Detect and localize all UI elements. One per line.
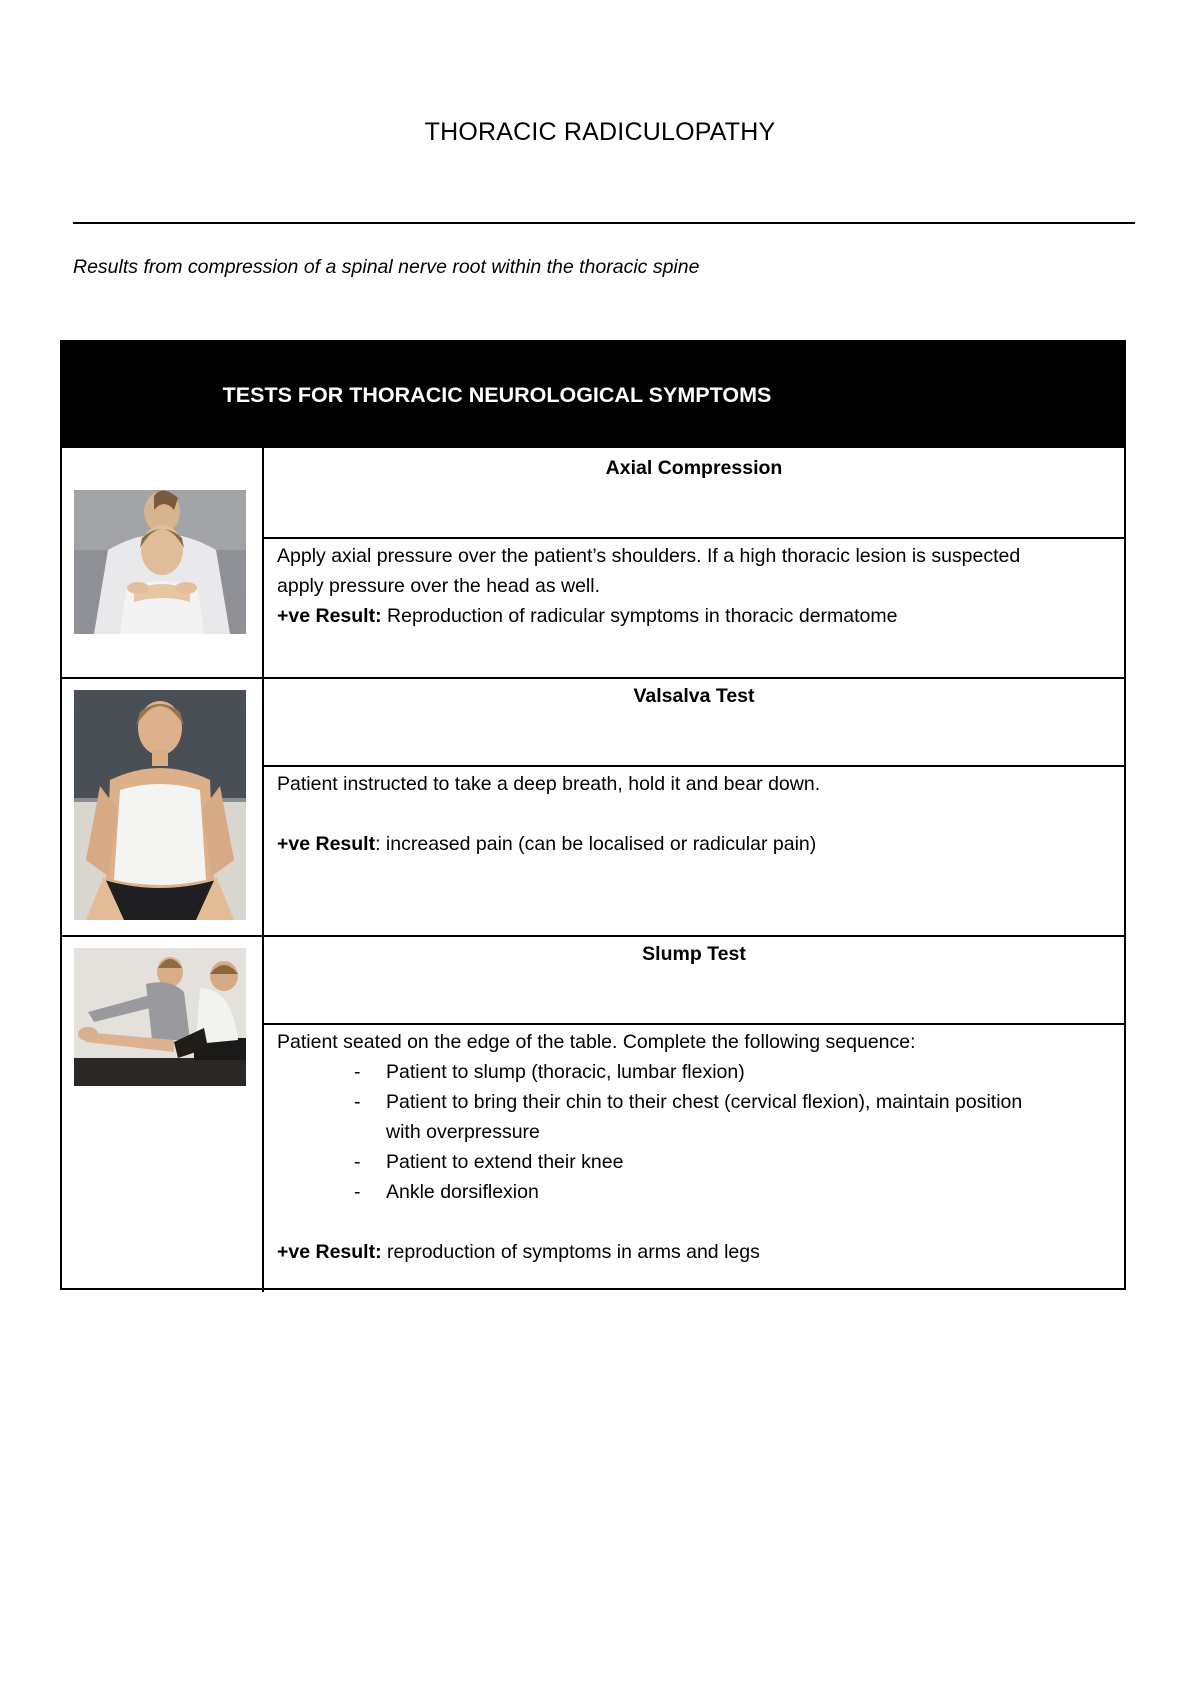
slump-test-photo [74,948,246,1086]
row-divider [262,537,1124,539]
result-line [277,1237,1034,1267]
list-item: - Ankle dorsiflexion [354,1177,1034,1207]
result-label: +ve Result: [277,1241,382,1263]
valsalva-photo [74,690,246,920]
description-text: Apply axial pressure over the patient’s shoulders. If a high thoracic lesion is suspected apply pressure over the head as well. [277,545,1021,597]
description-text: Patient seated on the edge of the table. Complete the following sequence: [277,1031,916,1053]
axial-compression-photo [74,490,246,634]
page-subtitle: Results from compression of a spinal nerve root within the thoracic spine [73,256,700,278]
row-divider [62,935,1124,937]
valsalva-description [277,769,1034,859]
title-divider [73,222,1135,224]
list-item: - Patient to extend their knee [354,1147,1034,1177]
column-divider [262,448,264,1292]
result-line [277,829,1034,859]
table-header [62,342,1124,448]
tests-table [60,340,1126,1290]
result-text: Reproduction of radicular symptoms in thoracic dermatome [381,605,898,627]
row-divider [62,677,1124,679]
list-item: - Patient to bring their chin to their chest (cervical flexion), maintain position with overpressure [354,1087,1034,1147]
result-label: +ve Result: [277,605,382,627]
test-name-slump-test: Slump Test [642,943,746,965]
list-item: - Patient to slump (thoracic, lumbar flexion) [354,1057,1034,1087]
test-name-valsalva: Valsalva Test [633,685,755,707]
table-header-label: TESTS FOR THORACIC NEUROLOGICAL SYMPTOMS [222,382,772,407]
description-text: Patient instructed to take a deep breath, hold it and bear down. [277,773,821,795]
row-divider [262,765,1124,767]
result-label: +ve Result [277,833,376,855]
page-title: THORACIC RADICULOPATHY [424,118,776,146]
result-text: : increased pain (can be localised or radicular pain) [375,833,817,855]
slump-test-description [277,1027,1034,1267]
row-divider [262,1023,1124,1025]
result-text: reproduction of symptoms in arms and legs [381,1241,760,1263]
result-line [277,601,1034,631]
test-name-axial-compression: Axial Compression [605,457,783,479]
slump-test-steps [277,1057,1034,1207]
axial-compression-description [277,541,1034,631]
